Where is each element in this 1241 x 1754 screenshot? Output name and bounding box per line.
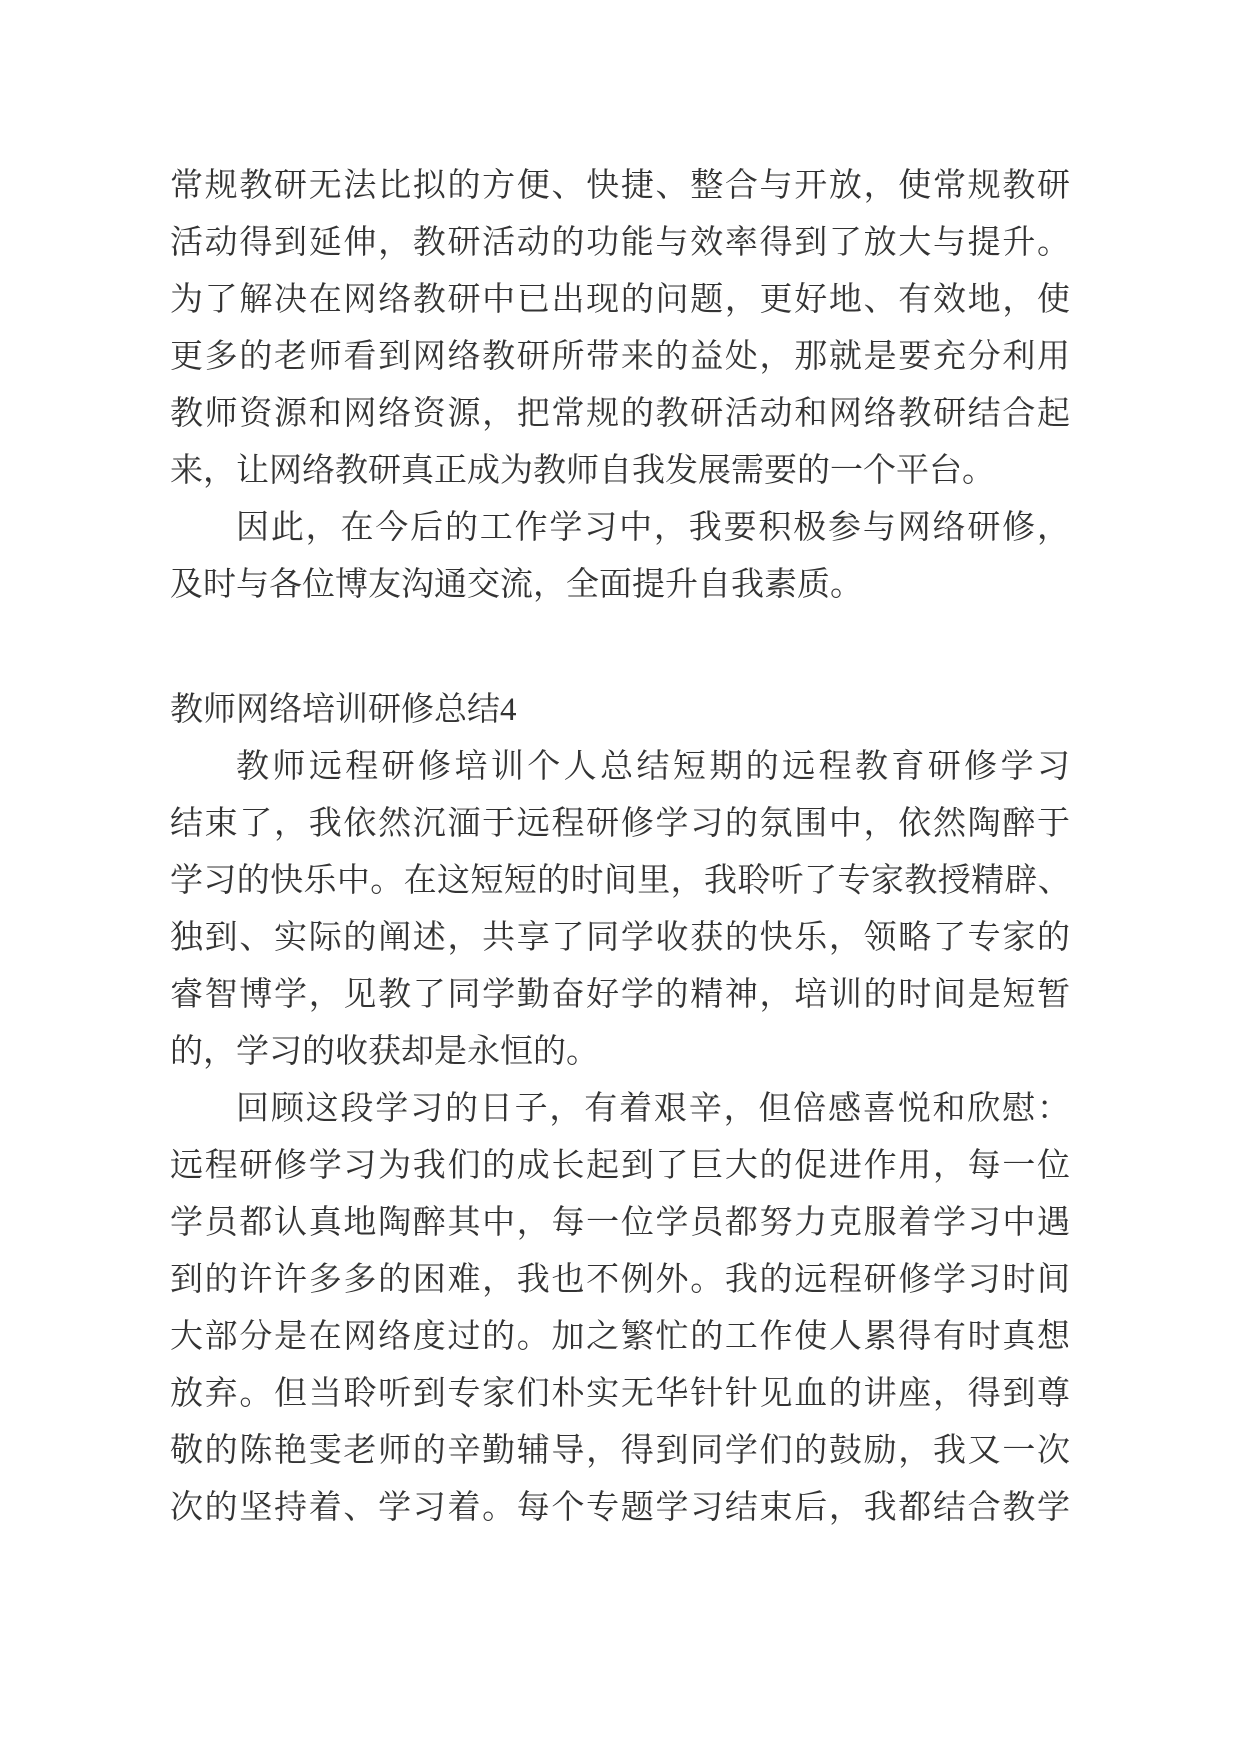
text-line: 学习的快乐中。在这短短的时间里，我聆听了专家教授精辟、 [170, 863, 1070, 899]
text-line: 更多的老师看到网络教研所带来的益处，那就是要充分利用 [170, 339, 1070, 375]
text-line: 放弃。但当聆听到专家们朴实无华针针见血的讲座，得到尊 [170, 1376, 1070, 1412]
paragraph-review [170, 1081, 1070, 1537]
text-line: 睿智博学，见教了同学勤奋好学的精神，培训的时间是短暂 [170, 977, 1070, 1013]
text-line: 敬的陈艳雯老师的辛勤辅导，得到同学们的鼓励，我又一次 [170, 1433, 1070, 1469]
text-line: 大部分是在网络度过的。加之繁忙的工作使人累得有时真想 [170, 1319, 1070, 1355]
paragraph-conclusion [170, 500, 1070, 614]
text-line: 因此，在今后的工作学习中，我要积极参与网络研修， [236, 510, 1070, 546]
text-line: 独到、实际的阐述，共享了同学收获的快乐，领略了专家的 [170, 920, 1070, 956]
text-line: 常规教研无法比拟的方便、快捷、整合与开放，使常规教研 [170, 168, 1070, 204]
text-line: 的，学习的收获却是永恒的。 [170, 1034, 599, 1070]
text-line: 结束了，我依然沉湎于远程研修学习的氛围中，依然陶醉于 [170, 806, 1070, 842]
text-line: 到的许许多多的困难，我也不例外。我的远程研修学习时间 [170, 1262, 1070, 1298]
text-line: 远程研修学习为我们的成长起到了巨大的促进作用，每一位 [170, 1148, 1070, 1184]
text-line: 教师资源和网络资源，把常规的教研活动和网络教研结合起 [170, 396, 1070, 432]
text-line: 为了解决在网络教研中已出现的问题，更好地、有效地，使 [170, 282, 1070, 318]
text-line: 活动得到延伸，教研活动的功能与效率得到了放大与提升。 [170, 225, 1070, 261]
text-line: 回顾这段学习的日子，有着艰辛，但倍感喜悦和欣慰： [236, 1091, 1070, 1127]
text-line: 来，让网络教研真正成为教师自我发展需要的一个平台。 [170, 453, 995, 489]
text-line: 学员都认真地陶醉其中，每一位学员都努力克服着学习中遇 [170, 1205, 1070, 1241]
section-heading: 教师网络培训研修总结4 [170, 692, 517, 728]
paragraph-continuation [170, 158, 1070, 500]
text-line: 次的坚持着、学习着。每个专题学习结束后，我都结合教学 [170, 1490, 1070, 1526]
paragraph-summary-intro [170, 739, 1070, 1081]
text-line: 教师远程研修培训个人总结短期的远程教育研修学习 [236, 749, 1070, 785]
text-line: 及时与各位博友沟通交流，全面提升自我素质。 [170, 567, 863, 603]
